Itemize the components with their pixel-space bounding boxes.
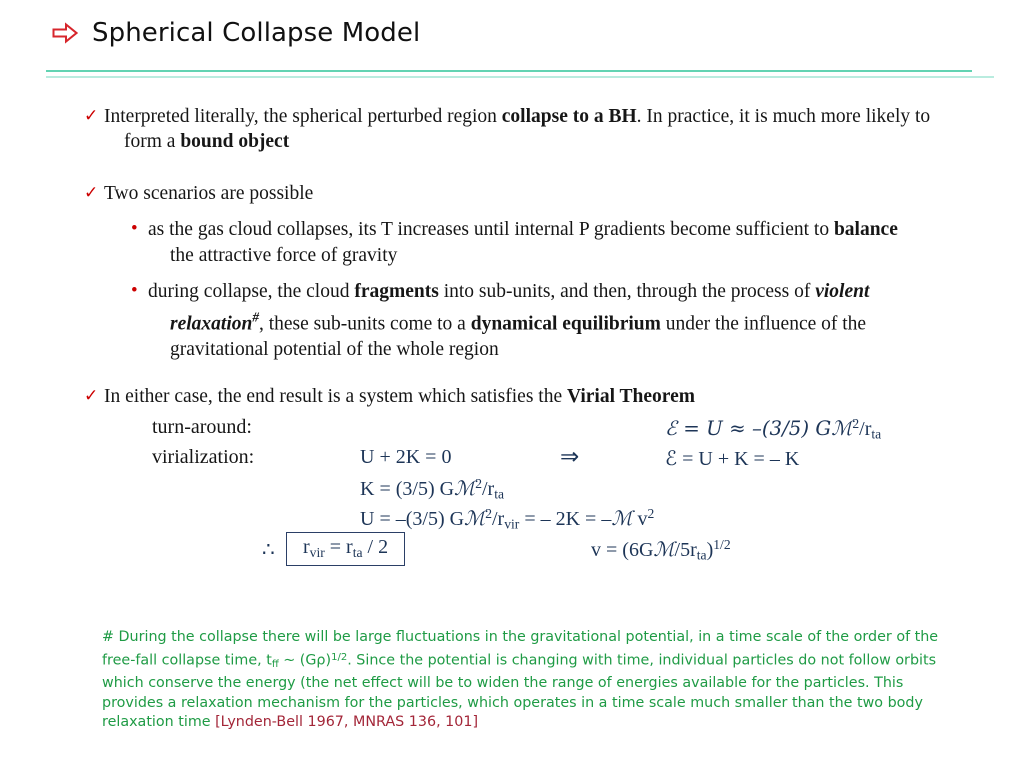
bullet-1-seg-3: . In practice, it is much more likely to form a xyxy=(124,106,931,152)
eq4-script-m2: ℳ xyxy=(611,506,633,530)
bullet-item-2 xyxy=(0,181,1024,206)
sub-2-2-seg-1: during collapse, the cloud xyxy=(148,281,355,302)
eq6-suffix: ) xyxy=(706,538,714,561)
eq0-sub: ta xyxy=(871,426,882,442)
equation-row-result xyxy=(0,536,1024,574)
sub-2-1-seg-1: as the gas cloud collapses, its T increases until internal P gradients become sufficient to xyxy=(148,219,834,240)
footnote-sup-half: 1/2 xyxy=(331,651,348,663)
sub-2-2-seg-8: under the influence of the gravitational potential of the whole region xyxy=(170,313,867,360)
bullet-3-text xyxy=(104,384,950,409)
bullet-3-seg-2: Virial Theorem xyxy=(567,386,695,407)
equation-row-potential xyxy=(0,506,1024,536)
subbullet-2-1-text xyxy=(148,217,924,268)
equation-virial-condition: U + 2K = 0 xyxy=(360,446,452,468)
slide-body xyxy=(0,104,1024,409)
equation-velocity xyxy=(591,537,731,564)
eq4-script-m: ℳ xyxy=(464,506,486,530)
eq5-mid: = r xyxy=(324,536,353,558)
equation-kinetic-energy xyxy=(360,476,504,503)
eq5-sub: vir xyxy=(309,544,325,560)
bullet-1-seg-1: Interpreted literally, the spherical perturbed region xyxy=(104,106,502,127)
footnote-citation: [Lynden-Bell 1967, MNRAS 136, 101] xyxy=(215,714,479,731)
sub-2-2-seg-7: dynamical equilibrium xyxy=(470,313,661,334)
check-icon: ✓ xyxy=(84,106,99,126)
eq0-sup: 2 xyxy=(852,416,860,431)
subbullet-item-2-2 xyxy=(0,279,1024,362)
spacer xyxy=(0,154,1024,181)
bullet-1-text xyxy=(104,104,950,154)
sub-2-1-seg-2: balance xyxy=(833,219,898,240)
page-title: Spherical Collapse Model xyxy=(92,18,421,48)
sub-2-2-seg-2: fragments xyxy=(354,281,439,302)
title-divider-secondary xyxy=(46,76,994,78)
eq6-sub: ta xyxy=(696,547,707,563)
check-icon: ✓ xyxy=(84,183,99,203)
eq3-sub: ta xyxy=(494,486,505,502)
subbullet-item-2-1 xyxy=(0,217,1024,268)
eq3-mid: /r xyxy=(482,477,495,500)
equation-row-virialization xyxy=(0,446,1024,476)
eq5-suffix: / 2 xyxy=(362,536,389,558)
equation-energy-identity: ℰ = U + K = – K xyxy=(665,448,800,470)
slide-title-row xyxy=(52,18,420,48)
eq0-prefix: ℰ = U ≈ –(3/5) G xyxy=(665,416,832,440)
bullet-1-seg-2: collapse to a BH xyxy=(501,106,637,127)
equation-virial-radius-boxed xyxy=(286,532,405,566)
spacer xyxy=(0,362,1024,384)
bullet-3-seg-1: In either case, the end result is a system which satisfies the xyxy=(104,386,567,407)
eq4-sup2: 2 xyxy=(647,506,655,521)
bullet-item-1 xyxy=(0,104,1024,154)
eq4-sub: vir xyxy=(504,516,520,532)
footnote-block xyxy=(102,628,947,733)
eq3-prefix: K = (3/5) G xyxy=(360,477,455,500)
dot-icon: • xyxy=(131,280,138,301)
bullet-1-seg-4: bound object xyxy=(180,131,290,152)
right-arrow-outline-icon xyxy=(52,22,78,44)
label-virialization: virialization: xyxy=(152,446,255,468)
eq4-sup: 2 xyxy=(485,506,492,521)
footnote-part-1: During the collapse there will be large fluctuations in the gravitational potential, in a time scale of the order of the free-fall collapse time, t xyxy=(102,629,939,669)
therefore-icon: ∴ xyxy=(262,539,275,561)
footnote-part-2: ~ (Gρ) xyxy=(278,652,332,669)
eq6-prefix: v = (6G xyxy=(591,538,654,561)
footnote-marker: # xyxy=(102,629,114,645)
bullet-item-3 xyxy=(0,384,1024,409)
sub-2-1-seg-3: the attractive force of gravity xyxy=(170,244,398,266)
sub-2-2-footnote-marker: # xyxy=(252,309,259,325)
equation-row-turn-around xyxy=(0,416,1024,446)
equation-potential-energy xyxy=(360,506,654,533)
dot-icon: • xyxy=(131,218,138,239)
check-icon: ✓ xyxy=(84,386,99,406)
eq3-sup: 2 xyxy=(475,476,482,491)
eq3-script-m: ℳ xyxy=(454,476,476,500)
eq6-mid: /5r xyxy=(674,538,697,561)
eq0-mid: /r xyxy=(859,417,872,440)
eq4-tail: v xyxy=(632,507,648,530)
spacer xyxy=(0,206,1024,217)
bullet-2-text: Two scenarios are possible xyxy=(104,183,314,204)
subbullet-2-2-text xyxy=(148,279,924,362)
footnote-sub-ff: ff xyxy=(271,658,279,670)
eq6-sup: 1/2 xyxy=(713,537,731,552)
equation-turn-around-energy xyxy=(665,416,881,443)
eq6-script-m: ℳ xyxy=(653,537,675,561)
equations-block xyxy=(0,416,1024,574)
eq0-script-m: ℳ xyxy=(831,416,853,440)
equation-row-kinetic xyxy=(0,476,1024,506)
eq5-prefix: r xyxy=(303,536,310,558)
eq5-sub2: ta xyxy=(352,544,363,560)
eq4-suffix: = – 2K = – xyxy=(519,507,612,530)
sub-2-2-seg-3: into sub-units, and then, through the process of xyxy=(438,281,816,302)
title-divider xyxy=(46,70,972,72)
sub-2-2-seg-6: , these sub-units come to a xyxy=(258,313,471,334)
footnote-part-3: . Since the potential is changing with time, individual particles do not follow orbits which conserve the energy (the net effect will be to widen the range of energies available for the particles. This provides a relaxation mechanism for the particles, which operates in a time scale much smaller than the two body relaxation time xyxy=(102,652,937,731)
sub-2-2-seg-4: violent relaxation xyxy=(170,281,870,334)
eq4-prefix: U = –(3/5) G xyxy=(360,507,465,530)
implies-arrow-icon: ⇒ xyxy=(560,444,580,469)
spacer xyxy=(0,268,1024,279)
label-turn-around: turn-around: xyxy=(152,416,252,438)
eq4-mid: /r xyxy=(492,507,505,530)
